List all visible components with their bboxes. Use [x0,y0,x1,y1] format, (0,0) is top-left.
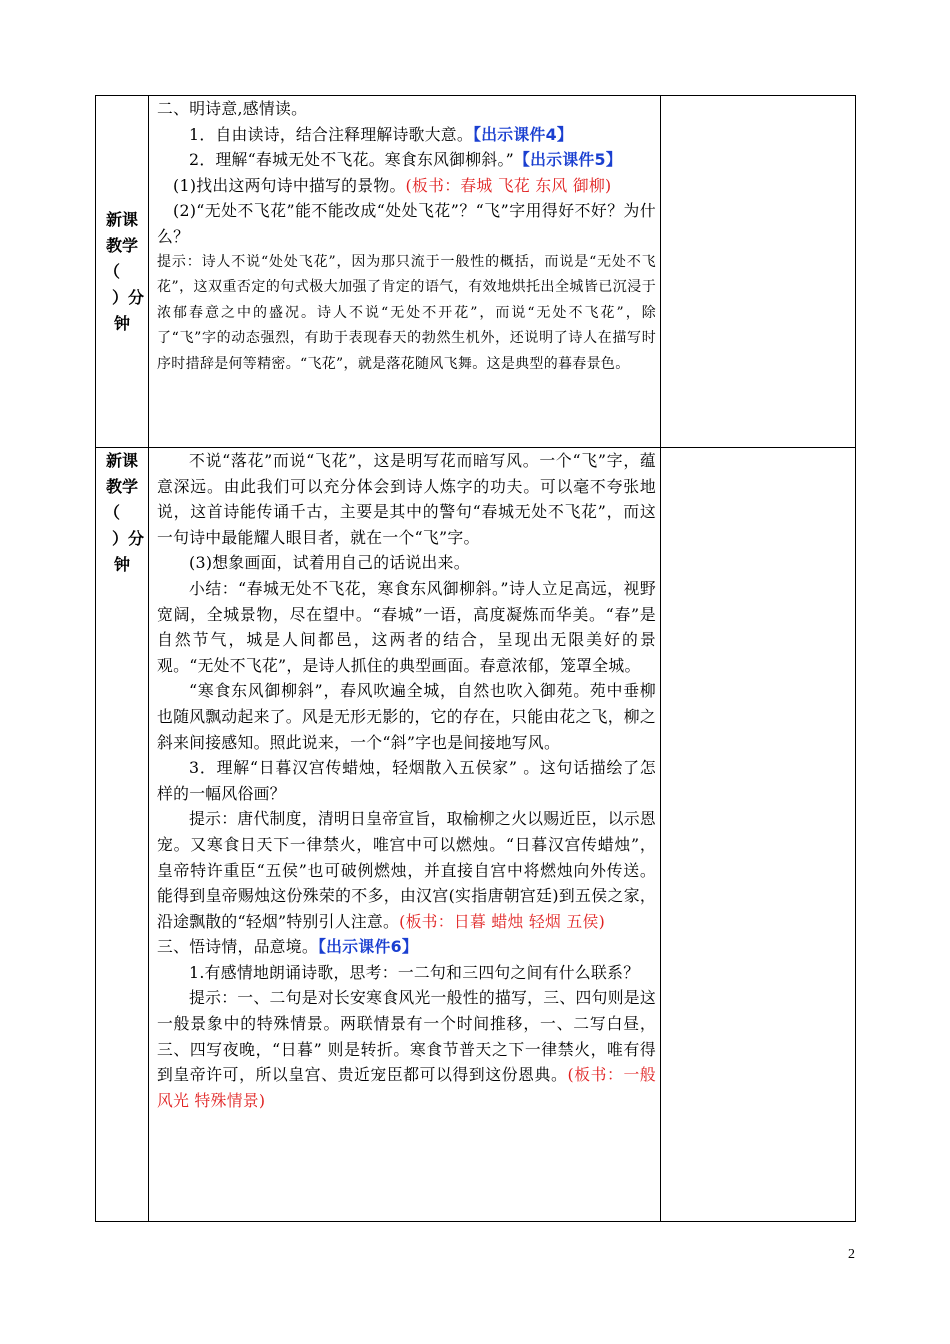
note-cell [661,96,856,448]
step-paragraph [157,122,656,148]
note-cell [661,448,856,1222]
label-line: ）分 [111,287,144,307]
step-text: 2．理解“春城无处不飞花。寒食东风御柳斜。” [189,150,515,170]
page-number: 2 [848,1247,855,1262]
table-row [96,448,856,1222]
step-paragraph: 1.有感情地朗诵诗歌，思考：一二句和三四句之间有什么联系？ [189,962,640,982]
question-text: (1)找出这两句诗中描写的景物。 [173,175,406,195]
body-paragraph: “寒食东风御柳斜”，春风吹遍全城，自然也吹入御苑。苑中垂柳也随风飘动起来了。风是无形无影的，它的存在，只能由花之飞，柳之斜来间接感知。照此说来，一个“斜”字也是间接地写风。 [157,681,657,752]
question-paragraph [157,173,656,199]
board-note: (板书：一般风光 特殊情景) [157,1065,656,1110]
board-note: (板书：春城 飞花 东风 御柳) [405,175,612,195]
label-line: 新课 [105,451,138,470]
body-paragraph: 不说“落花”而说“飞花”，这是明写花而暗写风。一个“飞”字，蕴意深远。由此我们可以充分体会到诗人炼字的功夫。可以毫不夸张地说，这首诗能传诵千古，主要是其中的警句“春城无处不飞花”，而这一句诗中最能耀人眼目者，就在一个“飞”字。 [157,451,656,547]
question-paragraph: (2)“无处不飞花”能不能改成“处处飞花”？“飞”字用得好不好？为什么？ [157,201,656,246]
section-title: 二、明诗意,感情读。 [157,99,308,118]
table-row [96,96,856,448]
content-cell [149,448,661,1222]
row-label [96,448,149,1222]
label-line: ）分 [111,529,144,548]
section-title [157,934,656,960]
step-paragraph [157,147,656,173]
label-line: 教学 [105,477,138,496]
section-title-text: 三、悟诗情，品意境。 [157,937,318,957]
hint-paragraph [157,806,656,934]
label-line: （ [104,503,121,522]
label-line: 教学 [105,235,138,255]
hint-paragraph [157,985,656,1113]
step-text: 1．自由读诗，结合注释理解诗歌大意。 [189,124,473,144]
content-cell [149,96,661,448]
label-line: 钟 [113,313,130,333]
summary-paragraph: 小结：“春城无处不飞花，寒食东风御柳斜。”诗人立足高远，视野宽阔，全城景物，尽在望中。“春城”一语，高度凝炼而华美。“春”是自然节气，城是人间都邑，这两者的结合，呈现出无限美好的景观。“无处不飞花”，是诗人抓住的典型画面。春意浓郁，笼罩全城。 [157,578,656,675]
hint-text: 提示：一、二句是对长安寒食风光一般性的描写，三、四句则是这一般景象中的特殊情景。两联情景有一个时间推移，一、二写白昼，三、四写夜晚，“日暮” 则是转折。寒食节普天之下一律禁火，唯有得到皇帝许可，所以皇宫、贵近宠臣都可以得到这份恩典。 [157,988,656,1085]
board-note: (板书：日暮 蜡烛 轻烟 五侯) [399,911,606,931]
lesson-plan-table [95,95,856,1222]
question-paragraph: (3)想象画面，试着用自己的话说出来。 [189,553,470,573]
courseware-tag: 【出示课件4】 [473,124,573,144]
label-line: 新课 [105,209,138,229]
row-label [96,96,149,448]
courseware-tag: 【出示课件5】 [514,150,622,170]
label-line: （ [104,261,121,281]
hint-paragraph: 提示：诗人不说“处处飞花”，因为那只流于一般性的概括，而说是“无处不飞花”，这双重否定的句式极大加强了肯定的语气，有效地烘托出全城皆已沉浸于浓郁春意之中的盛况。诗人不说“无处不开花”，而说“无处不飞花”，除了“飞”字的动态强烈，有助于表现春天的勃然生机外，还说明了诗人在描写时序时措辞是何等精密。“飞花”，就是落花随风飞舞。这是典型的暮春景色。 [157,253,656,372]
courseware-tag: 【出示课件6】 [317,937,418,957]
step-paragraph: 3．理解“日暮汉宫传蜡烛，轻烟散入五侯家” 。这句话描绘了怎样的一幅风俗画？ [157,758,656,803]
hint-text: 提示：唐代制度，清明日皇帝宣旨，取榆柳之火以赐近臣，以示恩宠。又寒食日天下一律禁火，唯宫中可以燃烛。“日暮汉宫传蜡烛”，皇帝特许重臣“五侯”也可破例燃烛，并直接自宫中将燃烛向外传送。能得到皇帝赐烛这份殊荣的不多，由汉宫(实指唐朝宫廷)到五侯之家，沿途飘散的“轻烟”特别引人注意。 [157,809,656,931]
label-line: 钟 [113,555,130,574]
